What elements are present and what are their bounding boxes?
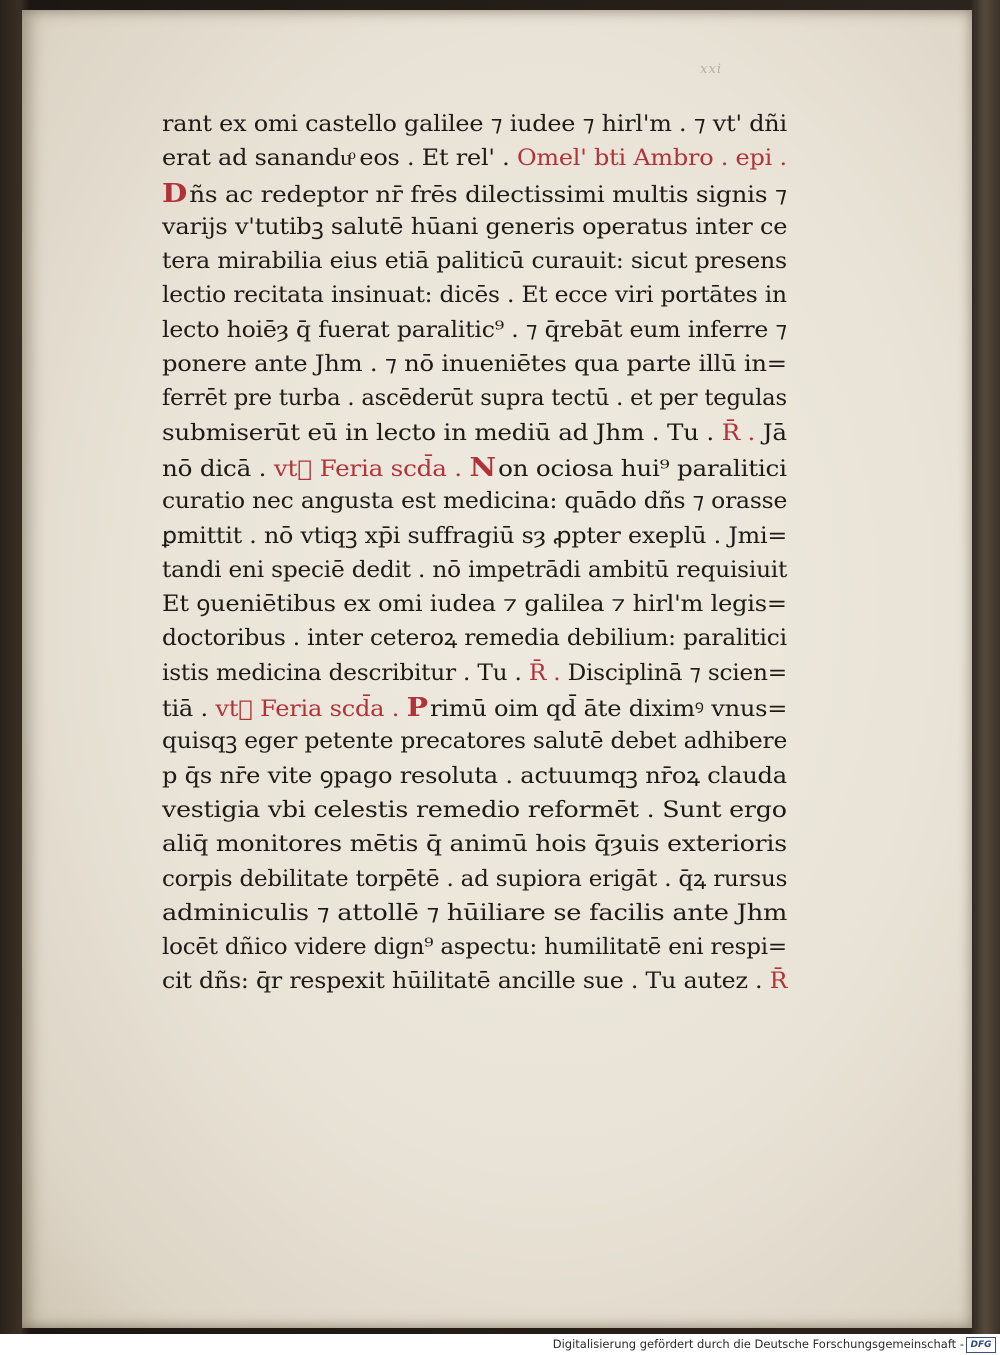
text-line [162,622,802,656]
text-line [162,417,802,451]
text-line [162,382,802,416]
body-text: doctoribus . inter ceteroꝝ remedia debilium: paralitici [162,626,787,652]
body-text: quisqꝫ eger petente precatores salutē debet adhibere [162,729,788,755]
text-block [162,108,802,1000]
body-text: tandi eni speciē dedit . nō impetrādi ambitū requisiuit [162,557,788,583]
footer-bar [0,1334,1000,1355]
body-text: Disciplinā ⁊ scien= [560,660,787,686]
funding-credit: Digitalisierung gefördert durch die Deutsche Forschungsgemeinschaft - [552,1337,964,1351]
text-line [162,588,802,622]
text-line [162,863,802,897]
body-text: tera mirabilia eius etiā paliticū curauit: sicut presens [162,249,787,275]
folio-mark: xxi [700,62,722,77]
text-line [162,142,802,176]
body-text: submiserūt eū in lecto in mediū ad Jhm . Tu . [162,420,722,446]
text-line [162,314,802,348]
body-text: ferrēt pre turba . ascēderūt supra tectū . et per tegulas [162,386,787,412]
red-initial: N [469,452,496,483]
text-line [162,279,802,313]
body-text: nō dicā . [162,456,274,482]
body-text: Jā [755,420,787,446]
body-text [462,457,470,482]
body-text: tiā . [162,697,216,723]
text-line [162,931,802,965]
red-initial: D [162,178,188,209]
body-text: varijs v'tutibꝫ salutē hūani generis operatus inter ce [162,214,788,240]
text-line [162,245,802,279]
text-line [162,108,802,142]
body-text: ñs ac redeptor nr̄ frēs dilectissimi multis signis ⁊ [189,182,787,208]
text-line [162,451,802,485]
body-text: vestigia vbi celestis remedio reformēt . Sunt ergo [162,797,787,823]
body-text: lectio recitata insinuat: dicēs . Et ecce viri portātes in [162,283,787,309]
body-text: ponere ante Jhm . ⁊ nō inueniētes qua parte illū in= [162,352,787,378]
body-text: rimū oim qd̄ āte diximꝰ vnus= [429,697,788,723]
red-initial: P [406,693,428,724]
body-text: on ociosa hui⁹ paralitici [498,456,787,482]
body-text: locēt dñico videre dign⁹ aspectu: humilitatē eni respi= [162,935,787,961]
text-line [162,897,802,931]
rubric-text: Omel' bti Ambro . epi . [516,146,787,172]
text-line [162,965,802,999]
body-text: Et ꝯueniētibus ex omi iudea ⁊ galilea ⁊ hirl'm legis= [162,592,787,618]
text-line [162,348,802,382]
book-page [22,10,972,1328]
text-line [162,554,802,588]
text-line [162,760,802,794]
rubric-text: R̄ [769,969,788,995]
body-text: ꝑmittit . nō vtiqꝫ xp̄i suffragiū sȝ ꝓpter exeplū . Jmi= [162,523,788,549]
text-line [162,177,802,211]
rubric-text: R̄ . [721,420,756,446]
body-text: rant ex omi castello galilee ⁊ iudee ⁊ hirl'm . ⁊ vt' dñi [162,112,787,137]
dfg-logo-icon: DFG [966,1337,996,1353]
body-text: aliq̄ monitores mētis q̄ animū hois q̄ȝuis exterioris [162,832,787,858]
text-line [162,485,802,519]
body-text: lecto hoiēȝ q̄ fuerat paralitic⁹ . ⁊ q̄rebāt eum inferre ⁊ [162,317,787,343]
rubric-text: R̄ . [528,660,561,686]
body-text: p q̄s nr̄e vite ꝯpago resoluta . actuumqꝫ nr̄oꝝ clauda [162,763,787,789]
body-text [399,697,406,722]
text-line [162,211,802,245]
text-line [162,828,802,862]
text-line [162,520,802,554]
body-text: erat ad sananduͦ eos . Et rel' . [162,146,517,172]
rubric-text: vt᷑ Feria scd̄a . [215,697,400,723]
text-line [162,725,802,759]
rubric-text: vt᷑ Feria scd̄a . [273,456,462,482]
body-text: cit dñs: q̄r respexit hūilitatē ancille sue . Tu autez . [162,969,770,995]
body-text: adminiculis ⁊ attollē ⁊ hūiliare se facilis ante Jhm [162,900,788,926]
body-text: corpis debilitate torpētē . ad supiora erigāt . q̄ꝝ rursus [162,866,788,892]
body-text: curatio nec angusta est medicina: quādo dñs ⁊ orasse [162,489,788,515]
text-line [162,691,802,725]
text-line [162,794,802,828]
text-line [162,657,802,691]
body-text: istis medicina describitur . Tu . [162,660,529,686]
